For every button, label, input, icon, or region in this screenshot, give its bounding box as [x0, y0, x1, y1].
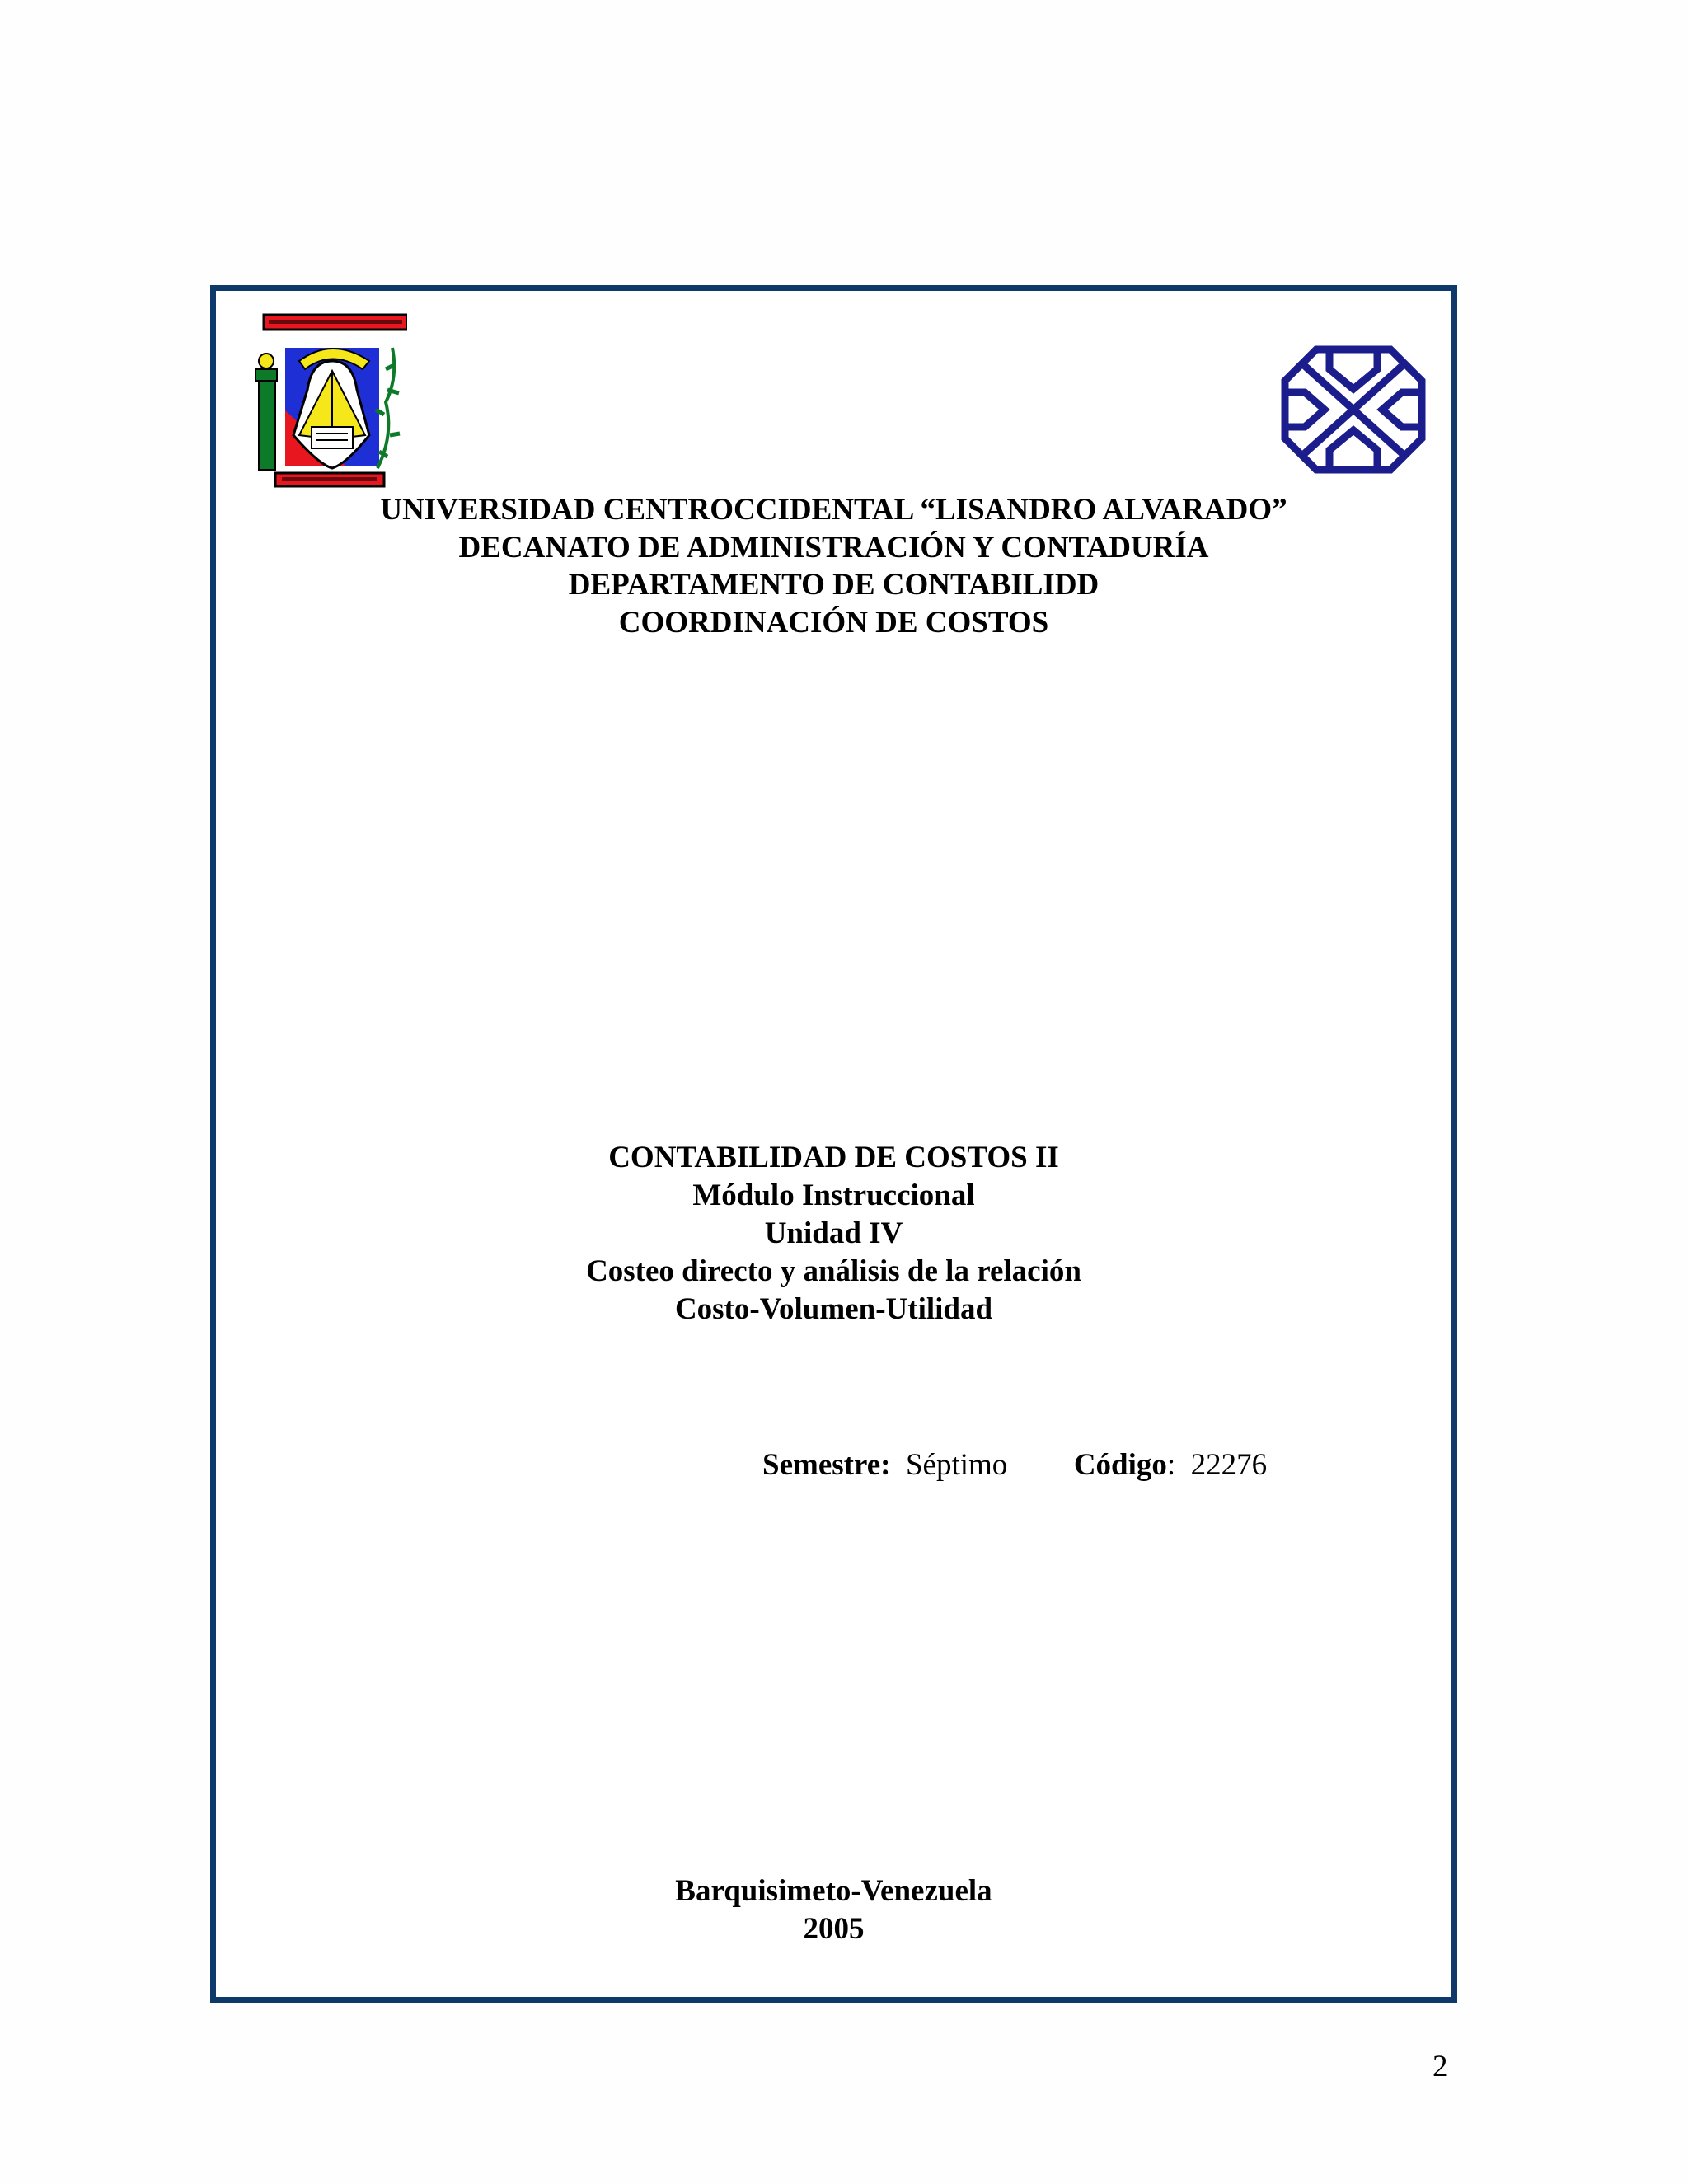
course-title: CONTABILIDAD DE COSTOS II — [608, 1141, 1059, 1174]
place-and-date — [210, 1872, 1457, 1948]
codigo-separator: : — [1166, 1448, 1176, 1482]
semestre-label: Semestre: — [762, 1448, 891, 1482]
course-meta — [762, 1447, 1267, 1483]
page-number: 2 — [1432, 2050, 1448, 2083]
header-department: DEPARTAMENTO DE CONTABILIDD — [568, 568, 1100, 602]
institution-header — [210, 491, 1457, 641]
codigo-label: Código — [1073, 1448, 1167, 1482]
header-university: UNIVERSIDAD CENTROCCIDENTAL “LISANDRO ALVARADO” — [380, 493, 1287, 527]
header-deanery: DECANATO DE ADMINISTRACIÓN Y CONTADURÍA — [458, 530, 1209, 565]
document-title-block — [210, 1139, 1457, 1329]
module-title: Módulo Instruccional — [692, 1179, 975, 1212]
university-crest-icon — [254, 312, 407, 488]
unit-title: Unidad IV — [764, 1216, 903, 1250]
semestre-value: Séptimo — [905, 1448, 1008, 1482]
unit-subtitle-line2: Costo-Volumen-Utilidad — [674, 1292, 993, 1326]
city: Barquisimeto-Venezuela — [675, 1874, 992, 1908]
geometric-knot-emblem-icon — [1280, 344, 1427, 475]
year: 2005 — [803, 1912, 865, 1946]
header-coordination: COORDINACIÓN DE COSTOS — [618, 605, 1049, 640]
codigo-value: 22276 — [1190, 1448, 1268, 1482]
unit-subtitle-line1: Costeo directo y análisis de la relación — [586, 1254, 1081, 1288]
